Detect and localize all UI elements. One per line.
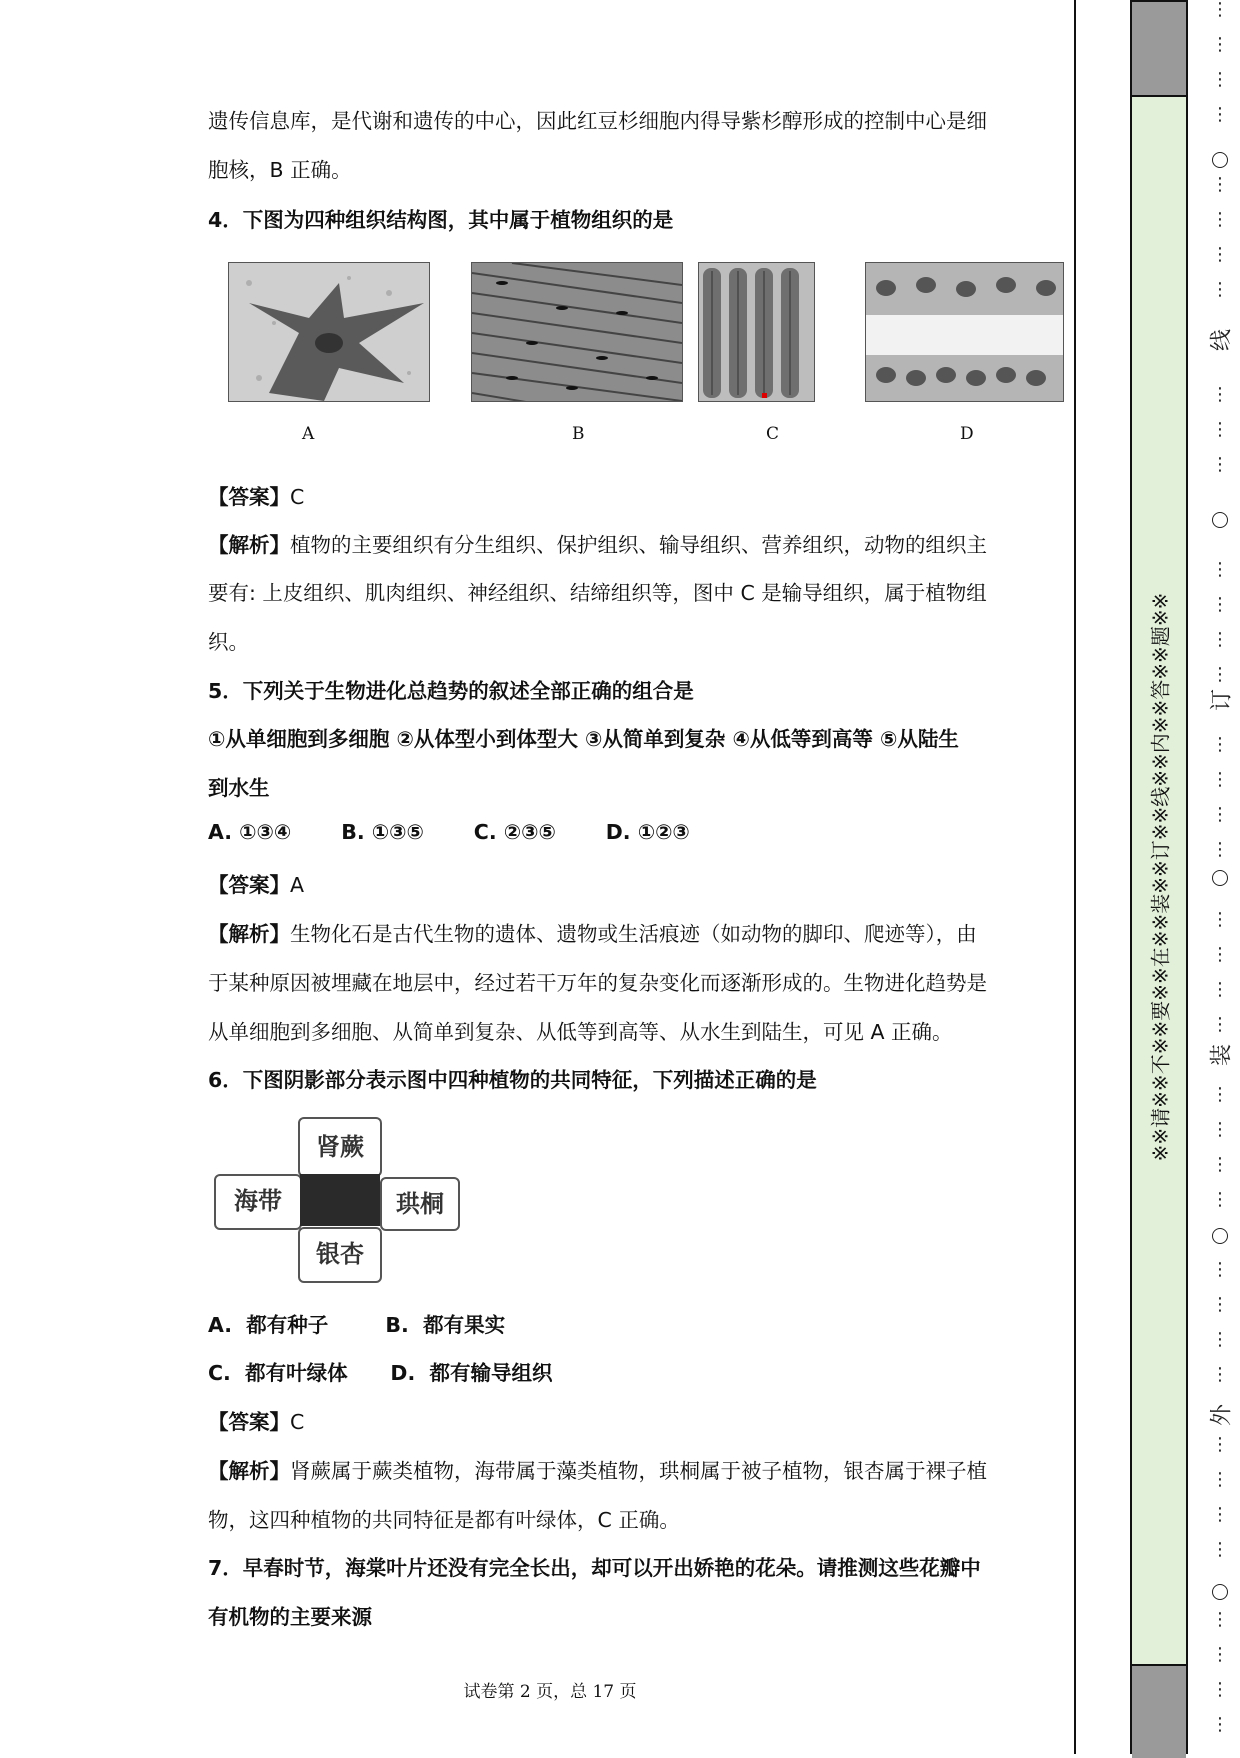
strip-gray-bottom [1132,1664,1186,1758]
dot-separator: ⋮ [1211,1714,1229,1735]
dot-separator: ⋮ [1211,559,1229,580]
cross-bottom [298,1227,382,1283]
question-7-stem: 有机物的主要来源 [208,1605,372,1629]
answer-value: A [290,873,305,897]
seal-circle-icon [1212,870,1228,886]
dot-separator: ⋮ [1211,384,1229,405]
seal-circle-icon [1212,512,1228,528]
dot-separator: ⋮ [1211,174,1229,195]
analysis-label: 【解析】 [208,533,290,557]
analysis-text: 物，这四种植物的共同特征是都有叶绿体，C 正确。 [208,1508,680,1532]
dot-separator: ⋮ [1211,1014,1229,1035]
question-5-stem: 5．下列关于生物进化总趋势的叙述全部正确的组合是 [208,679,694,703]
binding-notice: ※※请※※不※※要※※在※※装※※订※※线※※内※※答※※题※※ [1148,592,1173,1162]
dot-separator: ⋮ [1211,1119,1229,1140]
dot-separator: ⋮ [1211,34,1229,55]
dot-separator: ⋮ [1211,1539,1229,1560]
dot-separator: ⋮ [1211,1084,1229,1105]
question-7-stem: 7．早春时节，海棠叶片还没有完全长出，却可以开出娇艳的花朵。请推测这些花瓣中 [208,1556,981,1580]
strip-gray-top [1132,2,1186,97]
seal-circle-icon [1212,1584,1228,1600]
question-4-stem: 4．下图为四种组织结构图，其中属于植物组织的是 [208,208,674,232]
question-6-stem: 6．下图阴影部分表示图中四种植物的共同特征，下列描述正确的是 [208,1068,817,1092]
question-5-options: A. ①③④ B. ①③⑤ C. ②③⑤ D. ①②③ [208,820,690,844]
answer-label: 【答案】 [208,1410,290,1434]
tissue-image-b [471,262,683,402]
plant-name: 肾蕨 [316,1133,364,1161]
answer-label: 【答案】 [208,485,290,509]
dot-separator: ⋮ [1211,1154,1229,1175]
figure-label-a: A [302,424,315,444]
dot-separator: ⋮ [1211,279,1229,300]
seal-circle-icon [1212,152,1228,168]
answer-line [208,868,304,898]
dot-separator: ⋮ [1211,944,1229,965]
dot-separator: ⋮ [1211,1329,1229,1350]
dot-separator: ⋮ [1211,454,1229,475]
dot-separator: ⋮ [1211,1504,1229,1525]
dot-separator: ⋮ [1211,909,1229,930]
answer-line [208,1405,304,1435]
seal-circle-icon [1212,1228,1228,1244]
dot-separator: ⋮ [1211,104,1229,125]
analysis-text: 织。 [208,630,249,654]
margin-rule [1074,0,1076,1754]
page-footer: 试卷第 2 页，总 17 页 [463,1682,637,1702]
analysis-label: 【解析】 [208,1459,290,1483]
dot-separator: ⋮ [1211,629,1229,650]
tissue-image-c [698,262,815,402]
dot-separator: ⋮ [1211,1644,1229,1665]
plant-name: 银杏 [316,1240,364,1268]
cross-left [214,1174,302,1230]
analysis-line [208,528,987,558]
cross-top [298,1117,382,1177]
dot-separator: ⋮ [1211,804,1229,825]
dot-separator: ⋮ [1211,209,1229,230]
dot-separator: ⋮ [1211,594,1229,615]
question-5-items: 到水生 [208,776,270,800]
dot-separator: ⋮ [1211,69,1229,90]
dot-separator: ⋮ [1211,979,1229,1000]
dot-separator: ⋮ [1211,1294,1229,1315]
cross-right [380,1177,460,1231]
dot-separator: ⋮ [1211,1189,1229,1210]
dot-separator: ⋮ [1211,734,1229,755]
analysis-text: 要有: 上皮组织、肌肉组织、神经组织、结缔组织等，图中 C 是输导组织，属于植物组 [208,581,987,605]
dot-separator: ⋮ [1211,0,1229,20]
analysis-text: 于某种原因被埋藏在地层中，经过若干万年的复杂变化而逐渐形成的。生物进化趋势是 [208,971,987,995]
dot-separator: ⋮ [1211,839,1229,860]
cross-center-shaded [300,1174,380,1226]
analysis-text: 从单细胞到多细胞、从简单到复杂、从低等到高等、从水生到陆生，可见 A 正确。 [208,1020,953,1044]
figure-label-c: C [766,424,780,444]
plant-name: 珙桐 [396,1190,444,1218]
dot-separator: ⋮ [1211,1434,1229,1455]
answer-value: C [290,1410,305,1434]
plant-cross-diagram [214,1117,458,1281]
dot-separator: ⋮ [1211,1259,1229,1280]
dot-separator: ⋮ [1211,419,1229,440]
text-line: 遗传信息库，是代谢和遗传的中心，因此红豆杉细胞内得导紫杉醇形成的控制中心是细 [208,109,987,133]
answer-label: 【答案】 [208,873,290,897]
tissue-image-a [228,262,430,402]
dot-separator: ⋮ [1211,1679,1229,1700]
analysis-text: 植物的主要组织有分生组织、保护组织、输导组织、营养组织，动物的组织主 [290,533,987,557]
analysis-label: 【解析】 [208,922,290,946]
answer-line [208,480,304,510]
analysis-line [208,917,977,947]
question-6-options: C. 都有叶绿体 D. 都有输导组织 [208,1361,553,1385]
analysis-line [208,1454,987,1484]
analysis-text: 生物化石是古代生物的遗体、遗物或生活痕迹（如动物的脚印、爬迹等），由 [290,922,977,946]
dot-separator: ⋮ [1211,1609,1229,1630]
seal-line-column [1202,0,1238,1754]
dot-separator: ⋮ [1211,244,1229,265]
figure-label-b: B [572,424,585,444]
figure-label-d: D [960,424,974,444]
analysis-text: 肾蕨属于蕨类植物，海带属于藻类植物，珙桐属于被子植物，银杏属于裸子植 [290,1459,987,1483]
dot-separator: ⋮ [1211,1469,1229,1490]
plant-name: 海带 [234,1187,282,1215]
dot-separator: ⋮ [1211,1364,1229,1385]
dot-separator: ⋮ [1211,769,1229,790]
tissue-image-d [865,262,1064,402]
text-line: 胞核，B 正确。 [208,158,352,182]
answer-value: C [290,485,305,509]
seal-mark-xian: 线 [1209,328,1235,352]
dot-separator: ⋮ [1211,664,1229,685]
seal-mark-ding: 订 [1209,688,1235,712]
question-6-options: A. 都有种子 B. 都有果实 [208,1313,506,1337]
seal-mark-zhuang: 装 [1209,1043,1235,1067]
question-5-items: ①从单细胞到多细胞 ②从体型小到体型大 ③从简单到复杂 ④从低等到高等 ⑤从陆生 [208,727,959,751]
seal-mark-wai: 外 [1209,1403,1235,1427]
